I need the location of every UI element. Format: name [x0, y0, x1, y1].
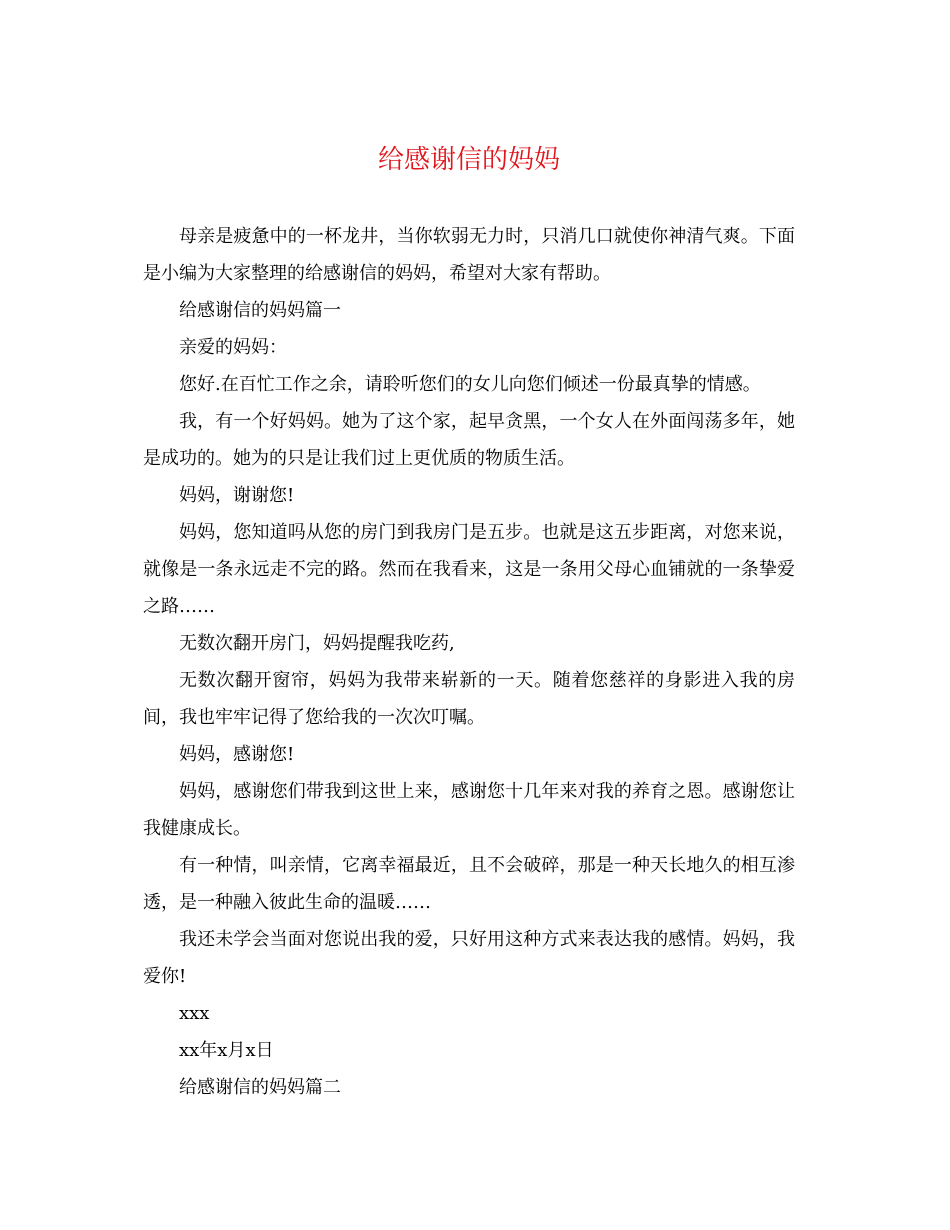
letter-paragraph: 您好.在百忙工作之余，请聆听您们的女儿向您们倾述一份最真挚的情感。 — [179, 374, 761, 395]
letter-paragraph: 我还未学会当面对您说出我的爱，只好用这种方式来表达我的感情。妈妈，我爱你! — [143, 929, 795, 987]
document-body — [143, 218, 795, 1106]
letter-salutation: 亲爱的妈妈： — [179, 337, 287, 358]
document-title: 给感谢信的妈妈 — [377, 145, 560, 175]
letter-signature: xxx — [179, 1003, 210, 1024]
letter-paragraph: 无数次翻开房门，妈妈提醒我吃药, — [179, 633, 455, 654]
section-heading-two: 给感谢信的妈妈篇二 — [179, 1077, 341, 1098]
letter-paragraph: 我，有一个好妈妈。她为了这个家，起早贪黑，一个女人在外面闯荡多年，她是成功的。她为的只是让我们过上更优质的物质生活。 — [143, 411, 795, 469]
letter-paragraph: 妈妈，谢谢您! — [179, 485, 295, 506]
section-heading-one: 给感谢信的妈妈篇一 — [179, 300, 341, 321]
letter-paragraph: 无数次翻开窗帘，妈妈为我带来崭新的一天。随着您慈祥的身影进入我的房间，我也牢牢记得了您给我的一次次叮嘱。 — [143, 670, 795, 728]
intro-paragraph: 母亲是疲惫中的一杯龙井，当你软弱无力时，只消几口就使你神清气爽。下面是小编为大家整理的给感谢信的妈妈，希望对大家有帮助。 — [143, 226, 795, 284]
letter-date: xx年x月x日 — [179, 1040, 274, 1061]
letter-paragraph: 妈妈，感谢您! — [179, 744, 295, 765]
letter-paragraph: 妈妈，您知道吗从您的房门到我房门是五步。也就是这五步距离，对您来说，就像是一条永远走不完的路。然而在我看来，这是一条用父母心血铺就的一条挚爱之路…… — [143, 522, 795, 617]
letter-paragraph: 有一种情，叫亲情，它离幸福最近，且不会破碎，那是一种天长地久的相互渗透，是一种融入彼此生命的温暖…… — [143, 855, 795, 913]
letter-paragraph: 妈妈，感谢您们带我到这世上来，感谢您十几年来对我的养育之恩。感谢您让我健康成长。 — [143, 781, 795, 839]
